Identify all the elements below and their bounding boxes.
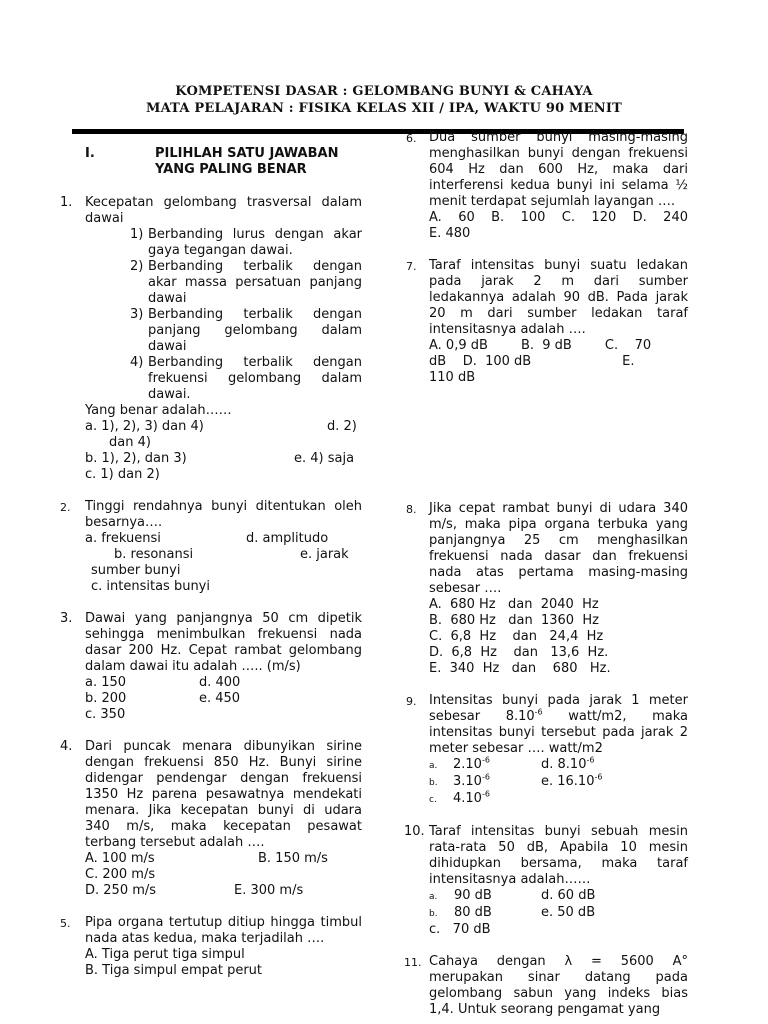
option-a-letter: a. <box>429 892 438 902</box>
option-d[interactable] <box>541 757 594 773</box>
question-stem: Dari puncak menara dibunyikan sirine dengan frekuensi 850 Hz. Bunyi sirine didengar pendengar dengan frekuensi 1350 Hz parena pesawatnya mendekati menara. Jika kecepatan bunyi di udara 340 m/s, maka kecepatan pesawat terbang tersebut adalah …. <box>85 739 362 850</box>
section-heading <box>85 146 362 178</box>
options-line-1[interactable]: A. 0,9 dB B. 9 dB C. 70 <box>429 338 652 353</box>
stem-part: watt/m2, maka intensitas bunyi tersebut pada jarak 2 meter sebesar …. watt/m2 <box>429 709 689 756</box>
answer-row-a-d <box>60 419 362 435</box>
answer-row-d-e <box>60 883 362 899</box>
exponent: -6 <box>481 789 490 799</box>
option-d[interactable]: d. 60 dB <box>541 888 596 903</box>
header-title-line1: KOMPETENSI DASAR : GELOMBANG BUNYI & CAHAYA <box>175 84 593 99</box>
question-6 <box>404 130 688 210</box>
question-stem: Dawai yang panjangnya 50 cm dipetik sehingga menimbulkan frekuensi nada dasar 200 Hz. Cepat rambat gelombang dalam dawai itu adalah ….. (m/s) <box>85 611 362 674</box>
option-value: 3.10 <box>453 774 482 789</box>
option-e[interactable]: e. 450 <box>199 691 241 706</box>
option-a[interactable]: A. Tiga perut tiga simpul <box>85 947 245 962</box>
exponent: -6 <box>481 772 490 782</box>
question-stem: Cahaya dengan λ = 5600 A° merupakan sinar datang pada gelombang sabun yang indeks bias 1,4. Untuk seorang pengamat yang <box>429 954 688 1017</box>
statement-text: Berbanding lurus dengan akar gaya tegangan dawai. <box>148 227 362 258</box>
answer-row-b-e <box>404 774 688 791</box>
options-line-2[interactable]: dB D. 100 dB E. <box>429 354 635 369</box>
option-b[interactable]: b. 1), 2), dan 3) <box>85 451 187 466</box>
answer-row-a-d <box>404 888 688 905</box>
question-number: 8. <box>406 503 417 516</box>
option-b[interactable]: b. 200 <box>85 691 127 706</box>
option-e[interactable]: e. 4) saja <box>294 451 355 466</box>
option-b[interactable]: B. Tiga simpul empat perut <box>85 963 263 978</box>
statement-number: 2) <box>130 259 144 274</box>
option-e[interactable]: E. 300 m/s <box>234 883 304 898</box>
statement-text: Berbanding terbalik dengan panjang gelombang dalam dawai <box>148 307 362 354</box>
option-c[interactable]: c. 1) dan 2) <box>85 467 160 482</box>
option-e[interactable]: E. 480 <box>429 226 471 241</box>
statement-number: 3) <box>130 307 144 322</box>
exponent: -6 <box>534 707 543 717</box>
question-1 <box>60 195 362 227</box>
question-number: 5. <box>60 917 71 930</box>
option-value: d. 8.10 <box>541 757 587 772</box>
option-d[interactable]: D. 6,8 Hz dan 13,6 Hz. <box>429 645 609 660</box>
option-d[interactable]: d. 2) <box>327 419 357 434</box>
question-3 <box>60 611 362 675</box>
option-a[interactable]: a. frekuensi <box>85 531 161 546</box>
option-e[interactable]: e. jarak <box>300 547 349 562</box>
question-number: 9. <box>406 695 417 708</box>
option-b[interactable]: B. 680 Hz dan 1360 Hz <box>429 613 599 628</box>
section-number: I. <box>85 146 95 161</box>
exponent: -6 <box>481 755 490 765</box>
option-a[interactable]: A. 100 m/s <box>85 851 155 866</box>
option-value: e. 16.10 <box>541 774 595 789</box>
option-c[interactable]: C. 200 m/s <box>85 867 156 882</box>
right-column <box>404 130 688 1018</box>
section-title-line2: YANG PALING BENAR <box>155 162 307 177</box>
statement-2 <box>60 259 362 307</box>
section-title-line1: PILIHLAH SATU JAWABAN <box>155 146 339 161</box>
statement-text: Berbanding terbalik dengan frekuensi gelombang dalam dawai. <box>148 355 362 402</box>
question-9 <box>404 693 688 757</box>
question-2 <box>60 499 362 531</box>
option-a[interactable]: a. 1), 2), 3) dan 4) <box>85 419 204 434</box>
question-stem: Jika cepat rambat bunyi di udara 340 m/s, maka pipa organa terbuka yang panjangnya 25 cm menghasilkan frekuensi nada dasar dan frekuensi nada atas pertama masing-masing sebesar …. <box>429 501 688 596</box>
option-e[interactable]: e. 50 dB <box>541 905 596 920</box>
question-11 <box>404 954 688 1018</box>
statement-1 <box>60 227 362 259</box>
question-7 <box>404 258 688 338</box>
question-number: 11. <box>404 956 422 969</box>
option-d[interactable]: d. 400 <box>199 675 241 690</box>
question-closing: Yang benar adalah…… <box>85 403 232 418</box>
question-stem <box>429 693 688 757</box>
statement-number: 4) <box>130 355 144 370</box>
option-c[interactable]: c. intensitas bunyi <box>91 579 210 594</box>
option-d[interactable]: D. 250 m/s <box>85 883 157 898</box>
option-value: 4.10 <box>453 791 482 806</box>
exponent: -6 <box>586 755 595 765</box>
question-stem: Taraf intensitas bunyi suatu ledakan pada jarak 2 m dari sumber ledakannya adalah 90 dB. Pada jarak 20 m dari sumber ledakan taraf intensitasnya adalah …. <box>429 258 688 337</box>
question-number: 1. <box>60 195 73 210</box>
option-b-letter: b. <box>429 778 438 788</box>
option-a[interactable]: A. 680 Hz dan 2040 Hz <box>429 597 599 612</box>
answer-row-b-e <box>60 691 362 707</box>
statement-text: Berbanding terbalik dengan akar massa persatuan panjang dawai <box>148 259 362 306</box>
statement-4 <box>60 355 362 403</box>
option-e[interactable]: E. 340 Hz dan 680 Hz. <box>429 661 611 676</box>
option-d[interactable]: d. amplitudo <box>246 531 329 546</box>
question-stem: Taraf intensitas bunyi sebuah mesin rata-rata 50 dB, Apabila 10 mesin dihidupkan bersama, maka taraf intensitasnya adalah…… <box>429 824 688 887</box>
options-row-a-d[interactable]: A. 60 B. 100 C. 120 D. 240 <box>429 210 688 225</box>
option-a[interactable]: 90 dB <box>454 888 492 903</box>
statement-3 <box>60 307 362 355</box>
question-number: 10. <box>404 824 425 839</box>
option-b-letter: b. <box>429 909 438 919</box>
question-number: 2. <box>60 501 71 514</box>
answer-row-a-d <box>60 675 362 691</box>
question-stem: Pipa organa tertutup ditiup hingga timbul nada atas kedua, maka terjadilah …. <box>85 915 362 946</box>
statement-number: 1) <box>130 227 144 242</box>
header-title-line2: MATA PELAJARAN : FISIKA KELAS XII / IPA, WAKTU 90 MENIT <box>146 101 622 116</box>
question-4 <box>60 739 362 851</box>
answer-row-c <box>404 791 688 808</box>
option-c[interactable]: c. 350 <box>85 707 126 722</box>
question-10 <box>404 824 688 888</box>
option-a[interactable] <box>453 757 490 773</box>
option-a-letter: a. <box>429 761 438 771</box>
question-8 <box>404 501 688 597</box>
options-line-3[interactable]: 110 dB <box>429 370 476 385</box>
question-number: 3. <box>60 611 73 626</box>
option-c[interactable] <box>453 791 490 807</box>
option-b[interactable]: b. resonansi <box>114 547 194 562</box>
question-number: 4. <box>60 739 73 754</box>
answer-row-b-e <box>404 905 688 922</box>
option-e-continued: sumber bunyi <box>91 563 181 578</box>
answer-row-a-d <box>404 757 688 774</box>
question-stem: Dua sumber bunyi masing-masing menghasilkan bunyi dengan frekuensi 604 Hz dan 600 Hz, maka dari interferensi kedua bunyi ini selama ½ menit terdapat sejumlah layangan …. <box>429 130 688 209</box>
answer-row-a-d <box>60 531 362 547</box>
option-c[interactable]: C. 6,8 Hz dan 24,4 Hz <box>429 629 604 644</box>
answer-row-b-e <box>60 451 362 467</box>
option-a[interactable]: a. 150 <box>85 675 127 690</box>
left-column <box>60 146 362 979</box>
option-b[interactable] <box>453 774 490 790</box>
option-b[interactable]: B. 150 m/s <box>258 851 328 866</box>
option-b[interactable]: 80 dB <box>454 905 492 920</box>
option-c-letter: c. <box>429 795 437 805</box>
question-number: 7. <box>406 260 417 273</box>
option-value: 2.10 <box>453 757 482 772</box>
option-e[interactable] <box>541 774 602 790</box>
option-d-continued: dan 4) <box>109 435 151 450</box>
option-c[interactable]: c. 70 dB <box>429 922 491 937</box>
question-5 <box>60 915 362 947</box>
question-stem: Tinggi rendahnya bunyi ditentukan oleh besarnya…. <box>85 499 362 530</box>
question-stem: Kecepatan gelombang trasversal dalam dawai <box>85 195 362 226</box>
answer-row-a-b <box>60 851 362 867</box>
exponent: -6 <box>594 772 603 782</box>
answer-row-b-e <box>60 547 362 563</box>
question-number: 6. <box>406 132 417 145</box>
stem-part: Intensitas bunyi pada jarak 1 meter sebesar 8.10 <box>429 693 688 724</box>
